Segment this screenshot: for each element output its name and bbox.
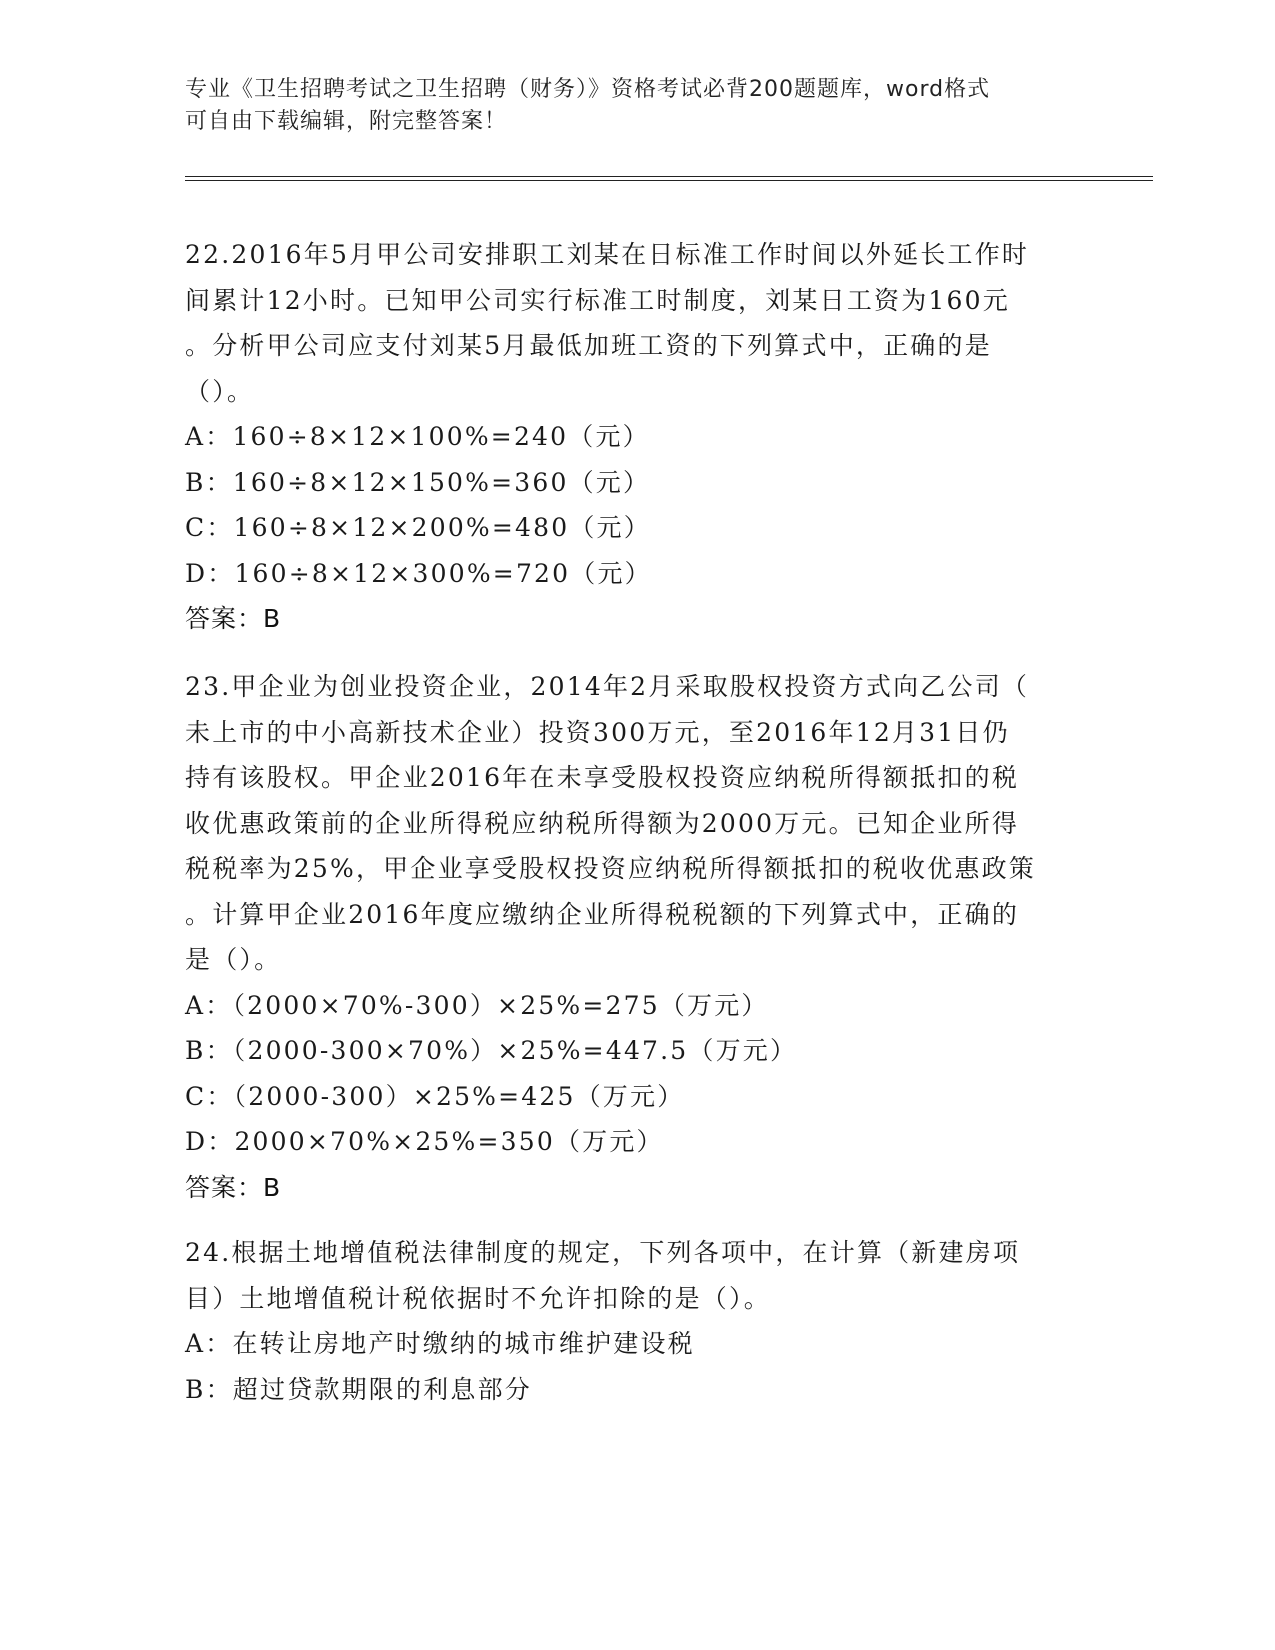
header-divider [185,176,1153,181]
question-stem-line: 22.2016年5月甲公司安排职工刘某在日标准工作时间以外延长工作时 [185,240,1030,269]
question-22 [185,232,1085,642]
question-stem-line: 未上市的中小高新技术企业）投资300万元，至2016年12月31日仍 [185,717,1010,747]
question-24 [185,1230,1085,1412]
answer-label: 答案：B [185,1172,282,1202]
question-23 [185,664,1085,1210]
question-stem-line: 23.甲企业为创业投资企业，2014年2月采取股权投资方式向乙公司（ [185,672,1030,701]
option-b: B：超过贷款期限的利息部分 [185,1374,532,1404]
question-stem-line: 。分析甲公司应支付刘某5月最低加班工资的下列算式中，正确的是 [185,331,992,360]
header-line-1: 专业《卫生招聘考试之卫生招聘（财务）》资格考试必背200题题库，word格式 [185,77,991,102]
question-stem-line: （）。 [185,376,255,406]
question-stem-line: 税税率为25%，甲企业享受股权投资应纳税所得额抵扣的税收优惠政策 [185,854,1036,883]
option-d: D：160÷8×12×300%=720（元） [185,558,652,588]
option-b: B：160÷8×12×150%=360（元） [185,467,651,497]
option-a: A：在转让房地产时缴纳的城市维护建设税 [185,1329,695,1358]
question-stem-line: 24.根据土地增值税法律制度的规定，下列各项中，在计算（新建房项 [185,1238,1021,1267]
question-stem-line: 是（）。 [185,945,282,974]
question-stem-line: 目）土地增值税计税依据时不允许扣除的是（）。 [185,1283,771,1313]
question-stem-line: 收优惠政策前的企业所得税应纳税所得额为2000万元。已知企业所得 [185,808,1020,838]
question-stem-line: 间累计12小时。已知甲公司实行标准工时制度，刘某日工资为160元 [185,285,1010,315]
document-header [185,74,1085,138]
option-d: D：2000×70%×25%=350（万元） [185,1127,664,1156]
question-stem-line: 持有该股权。甲企业2016年在未享受股权投资应纳税所得额抵扣的税 [185,763,1020,792]
option-a: A：160÷8×12×100%=240（元） [185,422,650,451]
header-line-2: 可自由下载编辑，附完整答案！ [185,109,508,134]
answer-label: 答案：B [185,604,282,633]
option-b: B：（2000-300×70%）×25%=447.5（万元） [185,1036,798,1065]
option-a: A：（2000×70%-300）×25%=275（万元） [185,990,769,1020]
option-c: C：（2000-300）×25%=425（万元） [185,1081,685,1111]
option-c: C：160÷8×12×200%=480（元） [185,513,651,542]
question-stem-line: 。计算甲企业2016年度应缴纳企业所得税税额的下列算式中，正确的 [185,899,1020,929]
